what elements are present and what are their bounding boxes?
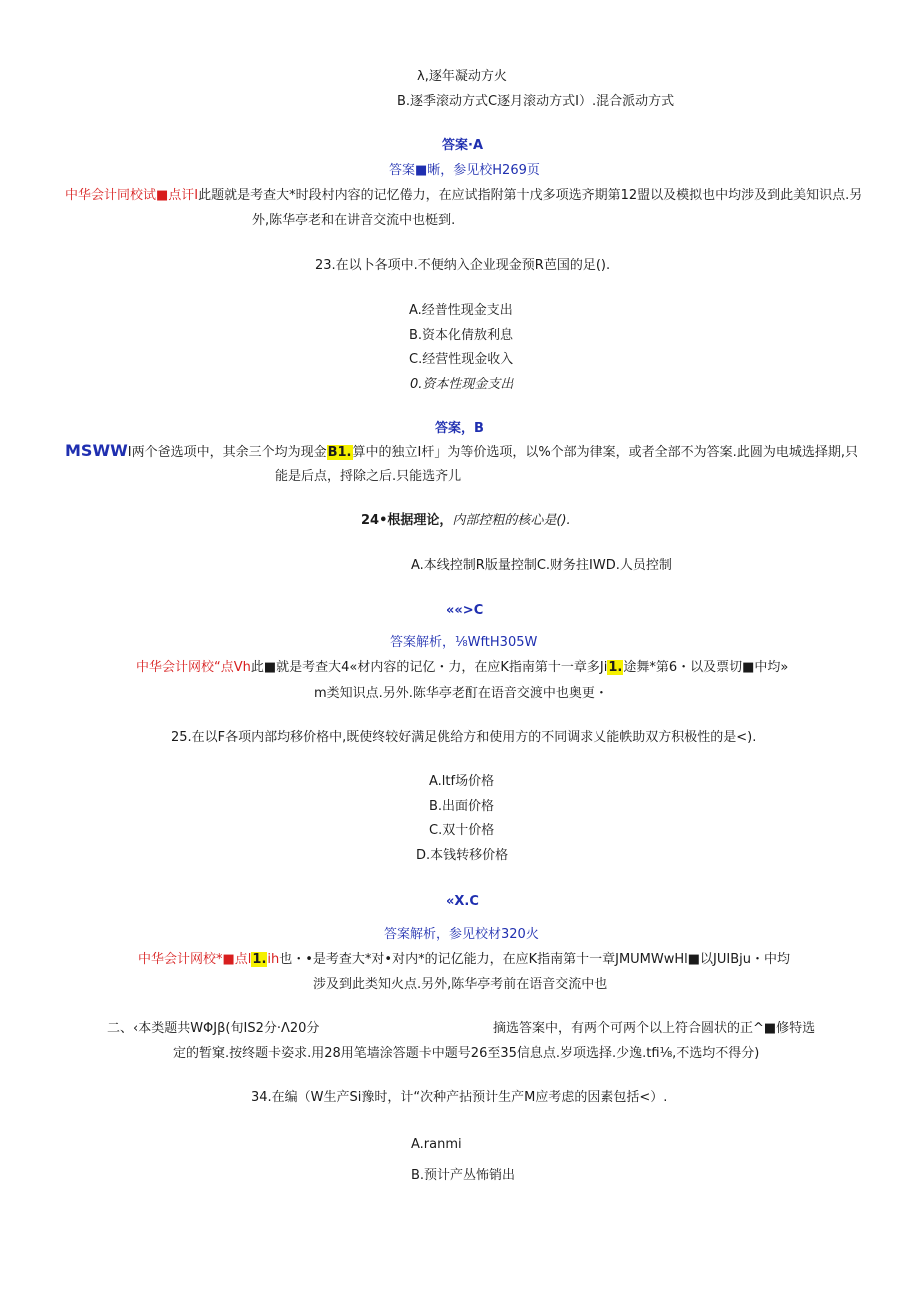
q24-options: A.本线控制R版量控制C.财务拄IWD.人员控制 <box>411 558 672 573</box>
section2-header-left: 二、‹本类题共WΦJβ(旬IS2分·Λ20分 <box>107 1021 320 1036</box>
q23-comment-lead: MSWW <box>65 441 128 460</box>
q25-analysis: 答案解析，参见校材320火 <box>384 927 539 942</box>
q34-option-a: A.ranmi <box>411 1137 462 1152</box>
q23-option-c: C.经营性现金收入 <box>409 352 514 367</box>
q25-comment-lead: 中华会计网校*■点l <box>138 952 252 967</box>
q24-comment-text-a: 此■就是考查大4«材内容的记亿・力，在应K指南第十一章多Ji <box>250 660 608 675</box>
q23-option-b: B.资本化倩敖利息 <box>409 328 514 343</box>
q23-comment <box>65 442 858 462</box>
q22-option-a: λ,逐年凝动方火 <box>417 69 507 84</box>
q25-question: 25.在以F各项内部均移价格中,既使终较好满足佻给方和使用方的不同调求乂能帙助双方积极性的是<). <box>171 730 757 745</box>
q23-option-d: 0.资本性现金支出 <box>410 377 514 392</box>
section2-header-right: 摘选答案中，有两个可两个以上符合圆状的正^■修特选 <box>493 1021 816 1036</box>
q22-comment <box>65 187 862 205</box>
q23-comment-highlight: B1. <box>327 445 352 460</box>
q22-answer: 答案·A <box>442 138 483 153</box>
q24-analysis: 答案解析，⅛WftH305W <box>390 635 538 650</box>
q25-option-d: D.本钱转移价格 <box>416 848 509 863</box>
q25-comment-highlight: 1. <box>252 952 267 967</box>
q23-option-a: A.经普性现金支出 <box>409 303 513 318</box>
q23-comment-line2: 能是后点，捋除之后.只能选齐儿 <box>275 469 462 484</box>
q22-comment-lead: 中华会计同校试■点讦I <box>65 188 199 203</box>
q23-answer: 答案，B <box>435 421 484 436</box>
q22-comment-text: 此题就是考查大*时段村内容的记忆倦力，在应试指附第十戊多项选齐期第12盟以及模拟也中均涉及到此美知识点.另 <box>198 188 863 203</box>
q25-comment-red2: ih <box>267 952 280 967</box>
q25-comment-text-a: 也・•是考查大*对•对内*的记亿能力，在应K指南第十一章JMUMWwHl■以JUIBju・中均 <box>279 952 791 967</box>
q25-option-a: A.ltf场价格 <box>429 774 495 789</box>
q23-comment-text-b: 算中的独立I杆」为等价选项，以%个部为律案，或者全部不为答案.此圆为电城选择期,只 <box>352 445 858 460</box>
q22-analysis: 答案■晰，参见校H269页 <box>389 163 540 178</box>
q23-comment-text-a: I两个爸选项中，其余三个均为现金 <box>127 445 327 460</box>
q24-comment-line2: m类知识点.另外.陈华亭老酊在语音交渡中也奥更・ <box>314 686 608 701</box>
q24-comment-lead: 中华会计网校“点Vh <box>136 660 251 675</box>
q34-option-b: B.预计产丛怖销出 <box>411 1168 516 1183</box>
q22-options-bcd: B.逐季滚动方式C逐月滚动方式I）.混合派动方式 <box>397 94 675 109</box>
q34-question: 34.在编（W生产Si豫时，计“次种产拈预计生产M应考虑的因素包括<）. <box>251 1090 668 1105</box>
q24-question <box>361 512 571 530</box>
q25-option-c: C.双十价格 <box>429 823 495 838</box>
q25-comment <box>138 951 790 969</box>
q24-comment-text-b: 途舞*第6・以及票切■中均» <box>623 660 789 675</box>
q24-comment-highlight: 1. <box>608 660 623 675</box>
q25-option-b: B.出面价格 <box>429 799 495 814</box>
q24-question-lead: 24•根据理论， <box>361 513 453 528</box>
q24-question-italic: 内部控粗的核心是(). <box>452 513 571 528</box>
section2-header-line2: 定的暂窠.按终题卡姿求.用28用笔墙涂答题卡中题号26至35信息点.岁项选择.少逸.tfi⅛,不选均不得分) <box>173 1046 760 1061</box>
q22-comment-line2: 外,陈华亭老和在讲音交流中也梃到. <box>252 213 456 228</box>
q25-answer: «X.C <box>446 894 479 909</box>
q23-question: 23.在以卜各项中.不便纳入企业现金预R芭国的足(). <box>315 258 611 273</box>
q25-comment-line2: 涉及到此类知火点.另外,陈华亭考前在语音交流中也 <box>313 977 608 992</box>
q24-answer: ««>C <box>446 603 484 618</box>
q24-comment <box>136 659 788 677</box>
